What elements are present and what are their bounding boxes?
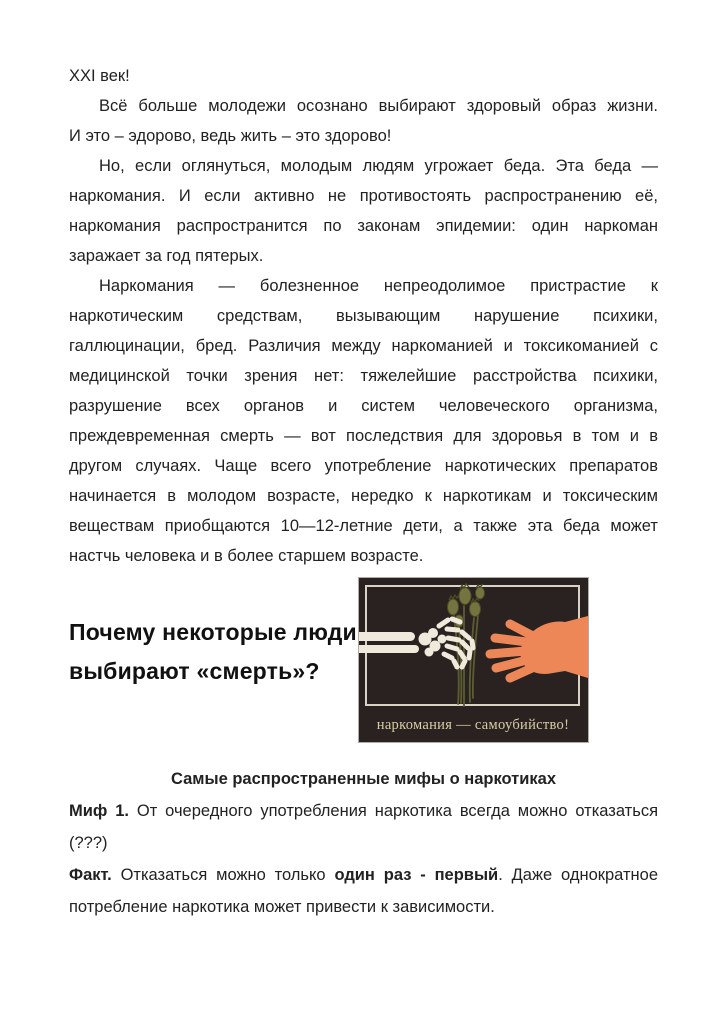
fact-item — [69, 859, 658, 923]
poster-caption: наркомания — самоубийство! — [376, 717, 570, 733]
body-line: преждевременная смерть — вот последствия для здоровья в том и в — [69, 427, 658, 445]
myth-text: От очередного употребления наркотика всегда можно отказаться — [128, 802, 659, 820]
anti-drug-poster-image — [358, 577, 589, 743]
myths-heading: Самые распространенные мифы о наркотиках — [170, 770, 557, 788]
myth-line: (???) — [69, 834, 108, 852]
fact-text: Отказаться можно только — [111, 866, 335, 884]
myth-item — [69, 795, 658, 859]
body-line: наркомания распространится по законам эпидемии: один наркоман — [69, 217, 658, 235]
myth-line — [69, 795, 658, 827]
heading-line: выбирают «смерть»? — [69, 658, 320, 684]
body-paragraph — [69, 91, 658, 151]
body-line: настчь человека и в более старшем возрасте. — [69, 547, 424, 565]
body-line: начинается в молодом возрасте, нередко к наркотикам и токсическим — [69, 487, 658, 505]
myth-label: Миф 1. — [69, 802, 129, 820]
fact-label: Факт. — [69, 866, 112, 884]
myths-section — [69, 763, 658, 923]
body-line: медицинской точки зрения нет: тяжелейшие расстройства психики, — [69, 367, 658, 385]
figure-row — [69, 577, 658, 741]
poster-illustration — [359, 578, 588, 742]
fact-bold-text: один раз - первый — [334, 866, 499, 884]
section-heading-why-choose-death — [69, 613, 357, 691]
heading-line: Почему некоторые люди — [69, 619, 357, 645]
body-line: веществам приобщаются 10—12-летние дети, а также эта беда может — [69, 517, 658, 535]
body-line: галлюцинации, бред. Различия между наркоманией и токсикоманией с — [69, 337, 658, 355]
body-line: Наркомания — болезненное непреодолимое пристрастие к — [99, 277, 658, 295]
body-line: наркомания. И если активно не противостоять распространению её, — [69, 187, 658, 205]
body-paragraph — [69, 151, 658, 271]
body-line: Всё больше молодежи осознано выбирают здоровый образ жизни. — [99, 97, 658, 115]
body-line: И это – эдорово, ведь жить – это здорово! — [69, 127, 392, 145]
fact-text: . Даже однократное — [498, 866, 659, 884]
body-line: наркотическим средствам, вызывающим нарушение психики, — [69, 307, 658, 325]
body-line: Но, если оглянуться, молодым людям угрожает беда. Эта беда — — [99, 157, 658, 175]
body-line: XXI век! — [69, 67, 130, 85]
fact-line — [69, 859, 658, 891]
body-line: разрушение всех органов и систем человеческого организма, — [69, 397, 658, 415]
body-text — [69, 61, 658, 571]
body-paragraph — [69, 271, 658, 571]
fact-line: потребление наркотика может привести к зависимости. — [69, 898, 495, 916]
body-paragraph — [69, 61, 658, 91]
page-content — [69, 61, 658, 923]
body-line: заражает за год пятерых. — [69, 247, 264, 265]
body-line: другом случаях. Чаще всего употребление наркотических препаратов — [69, 457, 658, 475]
